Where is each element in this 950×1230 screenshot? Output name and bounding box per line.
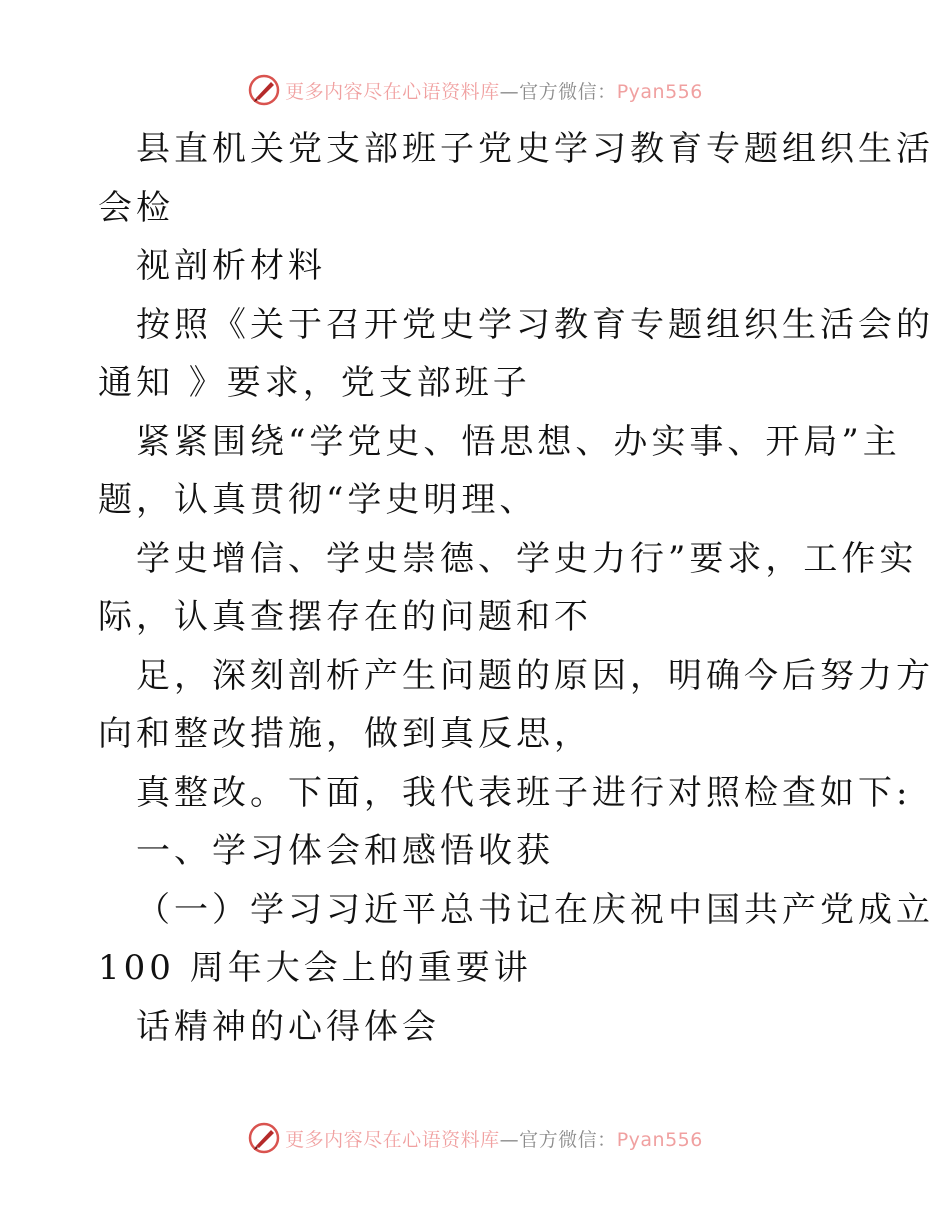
doc-line: 一、学习体会和感悟收获	[136, 831, 554, 871]
document-body	[98, 120, 934, 1056]
site-text: 更多内容尽在心语资料库	[285, 1128, 500, 1151]
footer-watermark	[0, 1118, 950, 1158]
doc-line: 视剖析材料	[136, 246, 326, 286]
doc-line: 100 周年大会上的重要讲	[98, 948, 532, 988]
doc-line: 学史增信、学史崇德、学史力行”要求，工作实	[136, 538, 918, 579]
wechat-id: Pyan556	[616, 1128, 703, 1151]
doc-line: 紧紧围绕“学党史、悟思想、办实事、开局”主	[136, 421, 901, 462]
doc-line: 题，认真贯彻“学史明理、	[98, 480, 538, 520]
doc-line: 际，认真查摆存在的问题和不	[98, 597, 592, 637]
doc-line: 真整改。下面，我代表班子进行对照检查如下:	[136, 772, 912, 813]
doc-line: 足，深刻剖析产生问题的原因，明确今后努力方	[136, 655, 934, 696]
watermark-text	[285, 1125, 703, 1152]
separator: —	[499, 1128, 520, 1151]
wechat-label: 官方微信：	[519, 1128, 617, 1151]
doc-line: 按照《关于召开党史学习教育专题组织生活会的	[136, 304, 934, 345]
site-text: 更多内容尽在心语资料库	[285, 80, 500, 103]
doc-line: 向和整改措施，做到真反思，	[98, 714, 592, 754]
doc-line: （一）学习习近平总书记在庆祝中国共产党成立	[136, 889, 934, 930]
doc-line: 话精神的心得体会	[136, 1006, 440, 1047]
doc-line: 通知 》要求，党支部班子	[98, 363, 531, 403]
doc-line: 县直机关党支部班子党史学习教育专题组织生活	[136, 129, 934, 169]
doc-line: 会检	[98, 187, 174, 228]
separator: —	[499, 80, 520, 103]
watermark-text	[285, 77, 703, 104]
header-watermark	[0, 70, 950, 110]
quill-pen-logo-icon	[247, 1121, 281, 1155]
wechat-label: 官方微信：	[519, 80, 617, 103]
wechat-id: Pyan556	[616, 80, 703, 103]
quill-pen-logo-icon	[247, 73, 281, 107]
